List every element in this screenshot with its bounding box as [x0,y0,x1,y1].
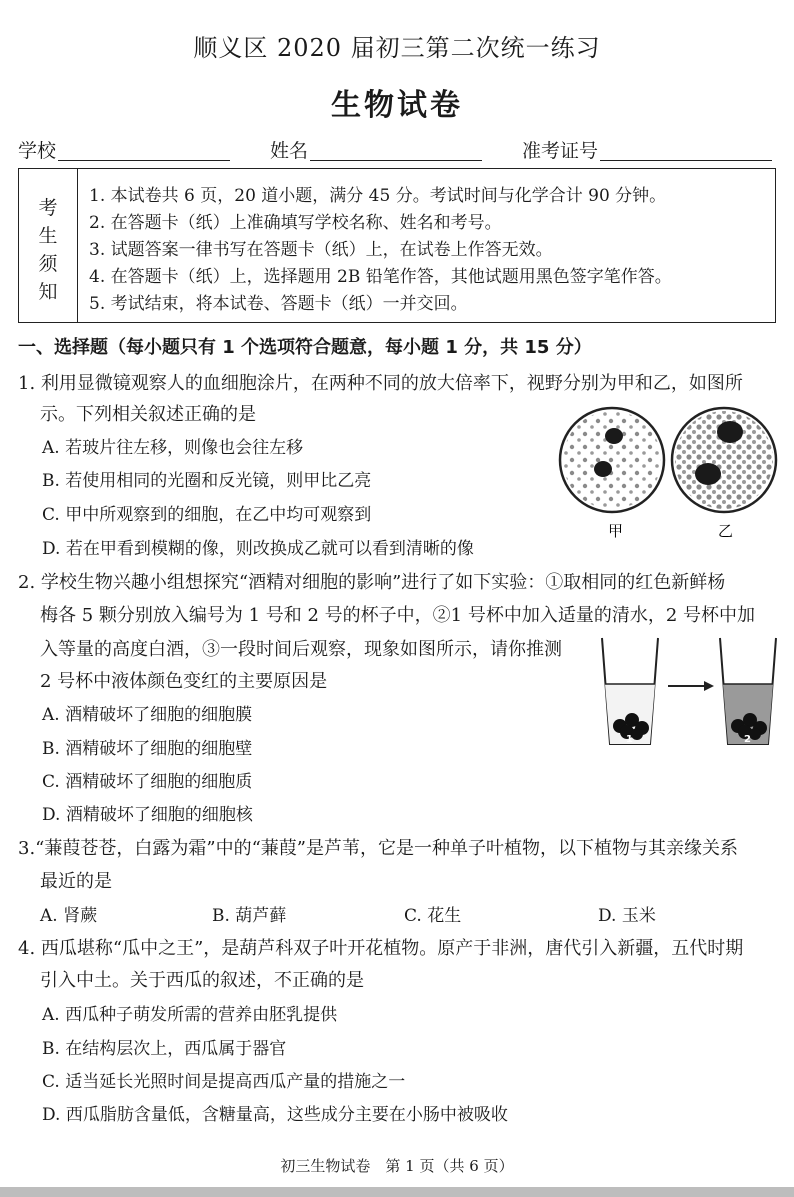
q2-stem-line2: 梅各 5 颗分别放入编号为 1 号和 2 号的杯子中，②1 号杯中加入适量的清水，2 号杯中加 [40,605,756,626]
id-field[interactable] [600,160,772,161]
microscope-figure [556,404,780,544]
notice-item: 2. 在答题卡（纸）上准确填写学校名称、姓名和考号。 [89,213,502,233]
school-label: 学校 [18,140,57,162]
school-field[interactable] [58,160,230,161]
notice-heading-char: 考 [38,197,58,219]
q4-option-d[interactable]: D. 西瓜脂肪含量低，含糖量高，这些成分主要在小肠中被吸收 [42,1105,508,1125]
q1-option-c[interactable]: C. 甲中所观察到的细胞，在乙中均可观察到 [42,505,372,525]
q1-stem-line2: 示。下列相关叙述正确的是 [40,404,256,425]
q2-stem-line3: 入等量的高度白酒，③一段时间后观察，现象如图所示，请你推测 [40,639,562,660]
q4-stem-line1: 4. 西瓜堪称“瓜中之王”，是葫芦科双子叶开花植物。原产于非洲，唐代引入新疆，五代时期 [18,938,744,959]
q2-option-d[interactable]: D. 酒精破坏了细胞的细胞核 [42,805,253,825]
q2-option-b[interactable]: B. 酒精破坏了细胞的细胞壁 [42,739,253,759]
field-yi-label: 乙 [718,522,734,540]
field-yi-circle [672,408,776,512]
q4-option-a[interactable]: A. 西瓜种子萌发所需的营养由胚乳提供 [42,1005,338,1025]
field-jia-label: 甲 [608,522,624,540]
q1-option-d[interactable]: D. 若在甲看到模糊的像，则改换成乙就可以看到清晰的像 [42,539,474,559]
q3-stem-line2: 最近的是 [40,871,112,892]
notice-item: 1. 本试卷共 6 页，20 道小题，满分 45 分。考试时间与化学合计 90 分钟。 [89,186,667,206]
q2-stem-line1: 2. 学校生物兴趣小组想探究“酒精对细胞的影响”进行了如下实验：①取相同的红色新鲜杨 [18,572,726,593]
subject-title: 生物试卷 [331,88,463,123]
notice-item: 3. 试题答案一律书写在答题卡（纸）上，在试卷上作答无效。 [89,240,553,260]
notice-heading-char: 须 [38,253,58,275]
cups-figure [596,634,782,750]
id-label: 准考证号 [522,140,599,162]
q4-option-b[interactable]: B. 在结构层次上，西瓜属于器官 [42,1039,287,1059]
notice-item: 4. 在答题卡（纸）上，选择题用 2B 铅笔作答，其他试题用黑色签字笔作答。 [89,267,672,287]
q2-stem-line4: 2 号杯中液体颜色变红的主要原因是 [40,671,328,692]
cup-2 [720,638,776,745]
cup-2-label: 2 [744,734,751,745]
q3-option-b[interactable]: B. 葫芦藓 [212,906,287,926]
notice-heading [19,169,78,322]
q3-option-c[interactable]: C. 花生 [404,906,462,926]
cup-1-label: 1 [626,734,633,745]
arrow-icon [668,681,714,691]
q3-stem-line1: 3.“蒹葭苍苍，白露为霜”中的“蒹葭”是芦苇，它是一种单子叶植物，以下植物与其亲缘关系 [18,838,738,859]
field-jia-circle [560,408,664,512]
name-label: 姓名 [270,140,309,162]
q1-option-b[interactable]: B. 若使用相同的光圈和反光镜，则甲比乙亮 [42,471,372,491]
bottom-edge-bar [0,1187,794,1197]
page-footer: 初三生物试卷 第 1 页（共 6 页） [280,1157,514,1175]
q1-stem-line1: 1. 利用显微镜观察人的血细胞涂片，在两种不同的放大倍率下，视野分别为甲和乙，如图所 [18,373,743,394]
q3-option-d[interactable]: D. 玉米 [598,906,656,926]
notice-heading-char: 知 [38,281,58,303]
q4-option-c[interactable]: C. 适当延长光照时间是提高西瓜产量的措施之一 [42,1072,406,1092]
section-heading: 一、选择题（每小题只有 1 个选项符合题意，每小题 1 分，共 15 分） [18,337,592,358]
q1-option-a[interactable]: A. 若玻片往左移，则像也会往左移 [42,438,304,458]
notice-box [18,168,776,323]
cup-1 [602,638,658,745]
q2-option-a[interactable]: A. 酒精破坏了细胞的细胞膜 [42,705,253,725]
notice-item: 5. 考试结束，将本试卷、答题卡（纸）一并交回。 [89,294,468,314]
name-field[interactable] [310,160,482,161]
q2-option-c[interactable]: C. 酒精破坏了细胞的细胞质 [42,772,253,792]
student-info-row [18,136,778,164]
notice-heading-char: 生 [38,225,58,247]
exam-title: 顺义区 2020 届初三第二次统一练习 [193,34,601,62]
q3-option-a[interactable]: A. 肾蕨 [40,906,98,926]
q4-stem-line2: 引入中土。关于西瓜的叙述，不正确的是 [40,970,364,991]
